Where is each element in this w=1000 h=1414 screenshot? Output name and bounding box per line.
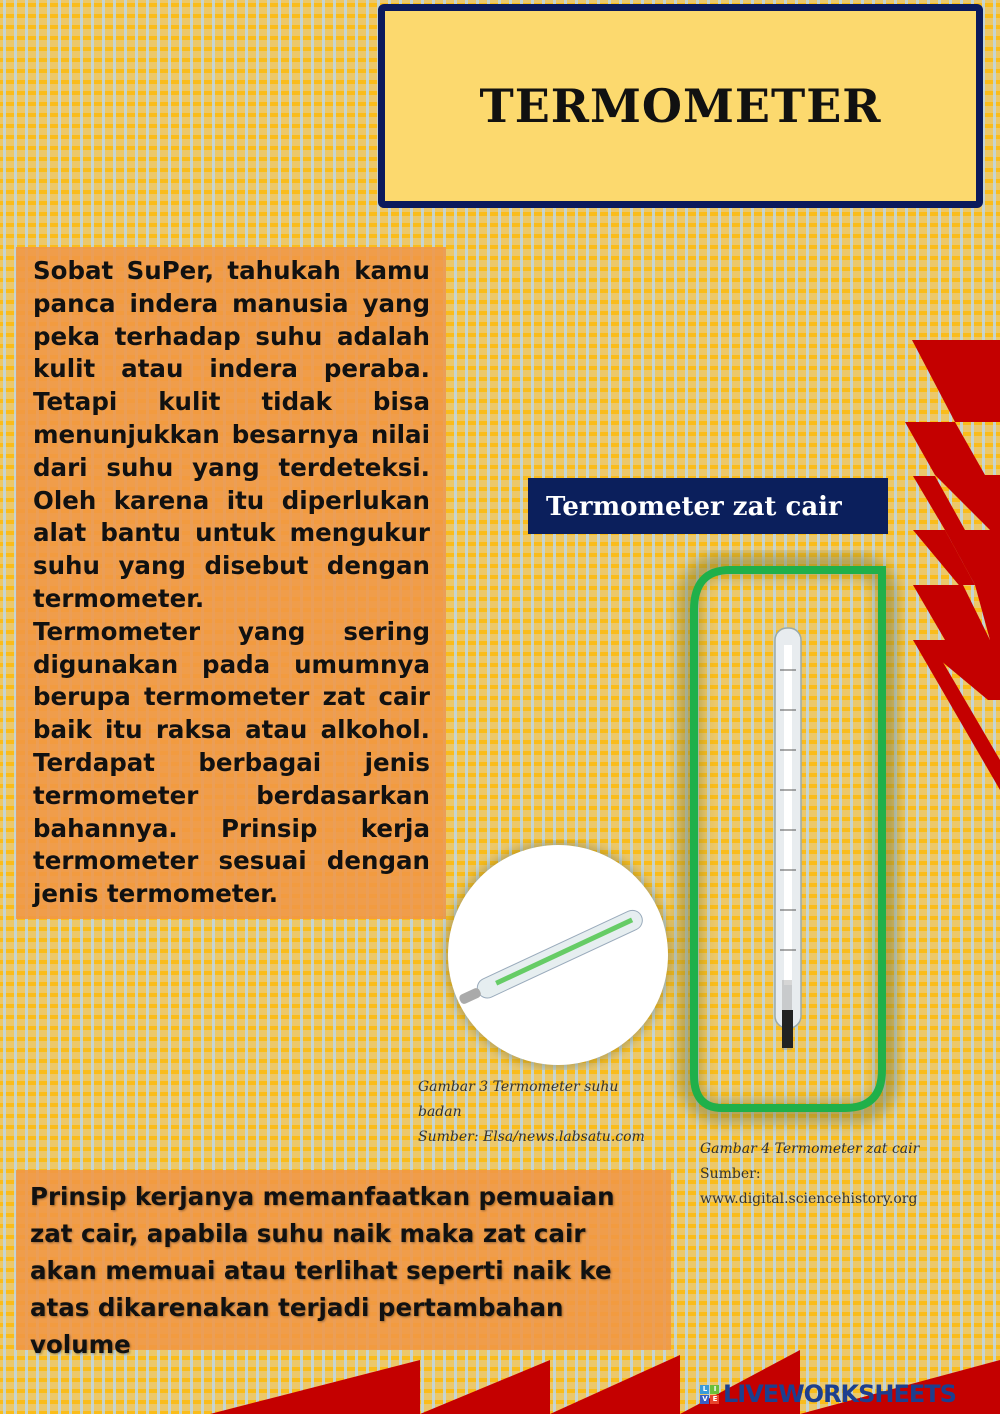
caption-3-title: Gambar 3 Termometer suhu badan [418, 1079, 619, 1120]
intro-paragraph-2: Termometer yang sering digunakan pada umumnya berupa termometer zat cair baik itu raksa atau alkohol. Terdapat berbagai jenis termometer berdasarkan bahannya. Prinsip kerja termometer sesuai dengan jenis termometer. [33, 616, 430, 909]
caption-3-source: Sumber: Elsa/news.labsatu.com [418, 1129, 645, 1145]
principle-text: Prinsip kerjanya memanfaatkan pemuaian zat cair, apabila suhu naik maka zat cair akan memuai atau terlihat seperti naik ke atas dikarenakan terjadi pertambahan volume [30, 1182, 615, 1359]
caption-4-source-url: www.digital.sciencehistory.org [700, 1191, 918, 1207]
liveworksheets-logo [700, 1380, 956, 1408]
logo-text: LIVEWORKSHEETS [723, 1380, 956, 1408]
intro-paragraph-1: Sobat SuPer, tahukah kamu panca indera manusia yang peka terhadap suhu adalah kulit atau indera peraba. Tetapi kulit tidak bisa menunjukkan besarnya nilai dari suhu yang terdeteksi. Oleh karena itu diperlukan alat bantu untuk mengukur suhu yang disebut dengan termometer. [33, 256, 430, 613]
liquid-thermometer-image [670, 550, 910, 1140]
page-title: TERMOMETER [479, 79, 882, 133]
live-badge-icon: L I V E [700, 1385, 719, 1404]
caption-4-source-label: Sumber: [700, 1166, 761, 1182]
section-label: Termometer zat cair [528, 478, 888, 534]
body-thermometer-image [430, 840, 690, 1070]
caption-4-title: Gambar 4 Termometer zat cair [700, 1141, 920, 1157]
title-banner [378, 4, 983, 208]
figure-4-caption [700, 1137, 980, 1212]
intro-text-box [16, 247, 446, 919]
principle-text-box [16, 1170, 671, 1359]
figure-3-caption [418, 1075, 648, 1150]
